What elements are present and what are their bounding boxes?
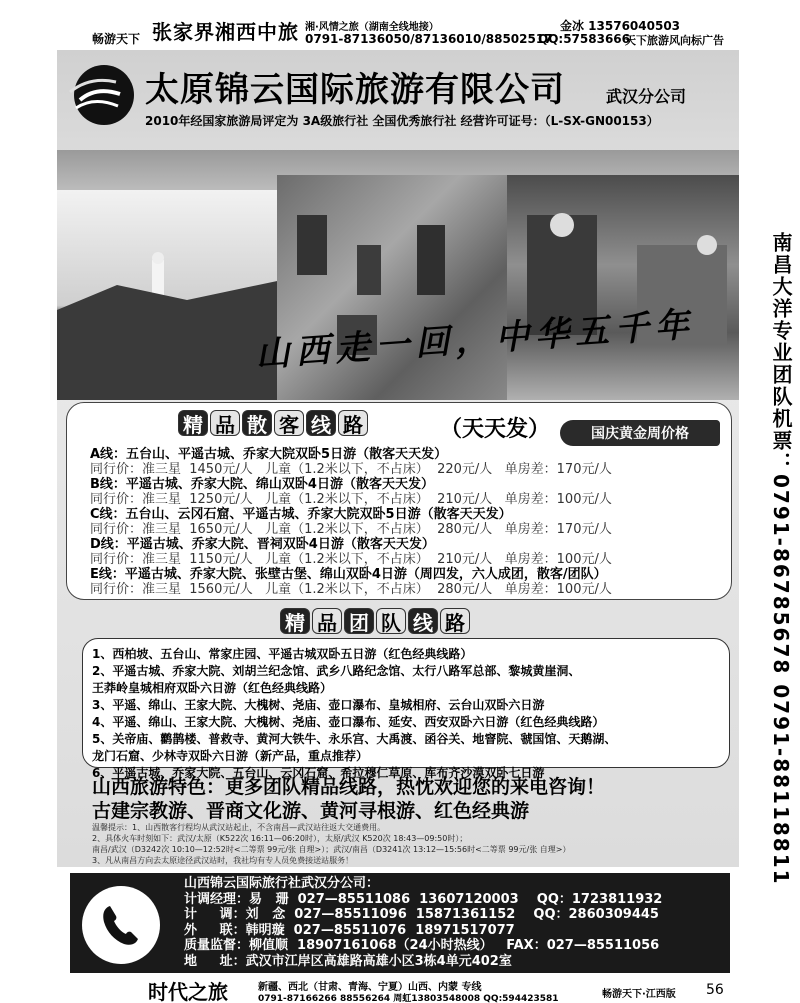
fit-route-name: B线：平遥古城、乔家大院、绵山双卧4日游（散客天天发）	[90, 477, 434, 492]
footer-edition: 畅游天下·江西版	[602, 989, 676, 1000]
header-qq: QQ:57583666	[538, 32, 630, 46]
contact-line: 计调经理：易 珊 027—85511086 13607120003 QQ：1723811932	[184, 891, 663, 907]
fit-route-name: E线：平遥古城、乔家大院、张壁古堡、绵山双卧4日游（周四发，六人成团，散客/团队）	[90, 567, 607, 582]
title-char: 客	[274, 410, 304, 436]
title-char: 精	[280, 608, 310, 634]
fit-route-list	[90, 447, 720, 597]
group-route: 6、平遥古城、乔家大院、五台山、云冈石窟、希拉穆仁草原、库布齐沙漠双卧七日游	[92, 766, 545, 780]
group-section-title	[280, 608, 470, 634]
golden-week-badge: 国庆黄金周价格	[560, 420, 720, 446]
page-number: 56	[706, 982, 724, 998]
tip-line: 温馨提示：1、山西散客行程均从武汉站起止，不含南昌—武汉站往返大交通费用。	[92, 823, 386, 832]
header-slogan: 畅游天下	[92, 32, 141, 46]
title-char: 品	[210, 410, 240, 436]
title-char: 线	[408, 608, 438, 634]
title-char: 队	[376, 608, 406, 634]
fit-route-price: 同行价：准三星 1650元/人 儿童（1.2米以下，不占床） 280元/人 单房差：170元/人	[90, 522, 612, 537]
group-route: 1、西柏坡、五台山、常家庄园、平遥古城双卧五日游（红色经典线路）	[92, 647, 473, 661]
wutai-mountain-photo	[57, 190, 282, 400]
fit-route-price: 同行价：准三星 1560元/人 儿童（1.2米以下，不占床） 280元/人 单房差：100元/人	[90, 582, 612, 597]
contact-line: 计 调：刘 念 027—85511096 15871361152 QQ：2860309445	[184, 907, 659, 922]
title-char: 散	[242, 410, 272, 436]
tip-line: 2、具体火车时刻如下：武汉/太原（K522次 16:11—06:20时），太原/武汉 K520次 18:43—09:50时）；	[92, 834, 468, 843]
footer-phones: 0791-87166266 88556264 周虹13803548008 QQ:594423581	[258, 994, 559, 1003]
title-char: 品	[312, 608, 342, 634]
banner-calligraphy: 山西走一回，中华五千年	[254, 304, 697, 376]
side-ad-text: 南昌大洋专业团队机票：0791-86785678 0791-88118811	[769, 232, 793, 886]
contact-line: 质量监督：柳值顺 18907161068（24小时热线） FAX：027—85511056	[184, 938, 660, 953]
header-subtitle: 湘·风情之旅（湖南全线地接）	[305, 22, 439, 33]
fit-route-price: 同行价：准三星 1250元/人 儿童（1.2米以下，不占床） 210元/人 单房差：100元/人	[90, 492, 612, 507]
courtyard-photo	[507, 175, 739, 400]
tip-line: 南昌/武汉（D3242次 10:10—12:52时<二等票 99元/张 自理>）；武汉/南昌（D3241次 13:12—15:56时<二等票 99元/张 自理>）	[92, 845, 571, 854]
company-cert: 2010年经国家旅游局评定为 3A级旅行社 全国优秀旅行社 经营许可证号：（L-SX-GN00153）	[145, 114, 659, 128]
travel-tips	[92, 822, 722, 866]
company-branch: 武汉分公司	[606, 87, 687, 106]
fit-route-name: A线：五台山、平遥古城、乔家大院双卧5日游（散客天天发）	[90, 447, 448, 462]
group-route-list	[92, 646, 724, 782]
title-char: 路	[440, 608, 470, 634]
header-phones: 0791-87136050/87136010/88502517	[305, 32, 553, 46]
group-route: 3、平遥、绵山、王家大院、大槐树、尧庙、壶口瀑布、皇城相府、云台山双卧六日游	[92, 698, 545, 712]
header-strip	[0, 0, 800, 46]
title-char: 路	[338, 410, 368, 436]
company-name: 太原锦云国际旅游有限公司	[145, 70, 565, 110]
title-char: 精	[178, 410, 208, 436]
contact-line: 山西锦云国际旅行社武汉分公司：	[184, 876, 380, 891]
company-logo-icon	[66, 62, 138, 128]
fit-section-title	[178, 410, 368, 436]
feature-themes: 古建宗教游、晋商文化游、黄河寻根游、红色经典游	[92, 800, 530, 822]
fit-route-name: C线：五台山、云冈石窟、平遥古城、乔家大院双卧5日游（散客天天发）	[90, 507, 512, 522]
tip-line: 3、凡从南昌方向去太原途径武汉站时，我社均有专人员免费接送站服务！	[92, 856, 354, 865]
group-route: 2、平遥古城、乔家大院、刘胡兰纪念馆、武乡八路纪念馆、太行八路军总部、黎城黄崖洞、	[92, 664, 581, 678]
feature-headline: 山西旅游特色：更多团队精品线路，热忱欢迎您的来电咨询！	[92, 776, 606, 798]
footer-brand: 时代之旅	[148, 980, 228, 1003]
title-char: 团	[344, 608, 374, 634]
contact-details	[184, 876, 724, 969]
fit-route-price: 同行价：准三星 1450元/人 儿童（1.2米以下，不占床） 220元/人 单房差：170元/人	[90, 462, 612, 477]
fit-route-price: 同行价：准三星 1150元/人 儿童（1.2米以下，不占床） 210元/人 单房差：100元/人	[90, 552, 612, 567]
daily-departure: （天天发）	[440, 417, 551, 442]
header-agency: 张家界湘西中旅	[152, 20, 299, 44]
fit-route-name: D线：平遥古城、乔家大院、晋祠双卧4日游（散客天天发）	[90, 537, 435, 552]
contact-line: 地 址：武汉市江岸区高雄路高雄小区3栋4单元402室	[184, 953, 512, 969]
header-adv: 天下旅游风向标广告	[625, 34, 724, 47]
group-route: 4、平遥、绵山、王家大院、大槐树、尧庙、壶口瀑布、延安、西安双卧六日游（红色经典线路）	[92, 715, 605, 729]
title-char: 线	[306, 410, 336, 436]
contact-line: 外 联：韩明璇 027—85511076 18971517077	[184, 922, 515, 938]
group-route: 龙门石窟、少林寺双卧六日游（新产品，重点推荐）	[92, 749, 369, 763]
footer-routes: 新疆、西北（甘肃、青海、宁夏）山西、内蒙 专线	[258, 982, 482, 993]
header-contact: 金冰 13576040503	[560, 19, 681, 33]
group-route: 5、关帝庙、鹳鹊楼、普救寺、黄河大铁牛、永乐宫、大禹渡、函谷关、地窨院、虢国馆、天鹅湖、	[92, 732, 617, 746]
telephone-icon	[82, 886, 160, 964]
group-route: 王莽岭皇城相府双卧六日游（红色经典线路）	[92, 681, 333, 695]
